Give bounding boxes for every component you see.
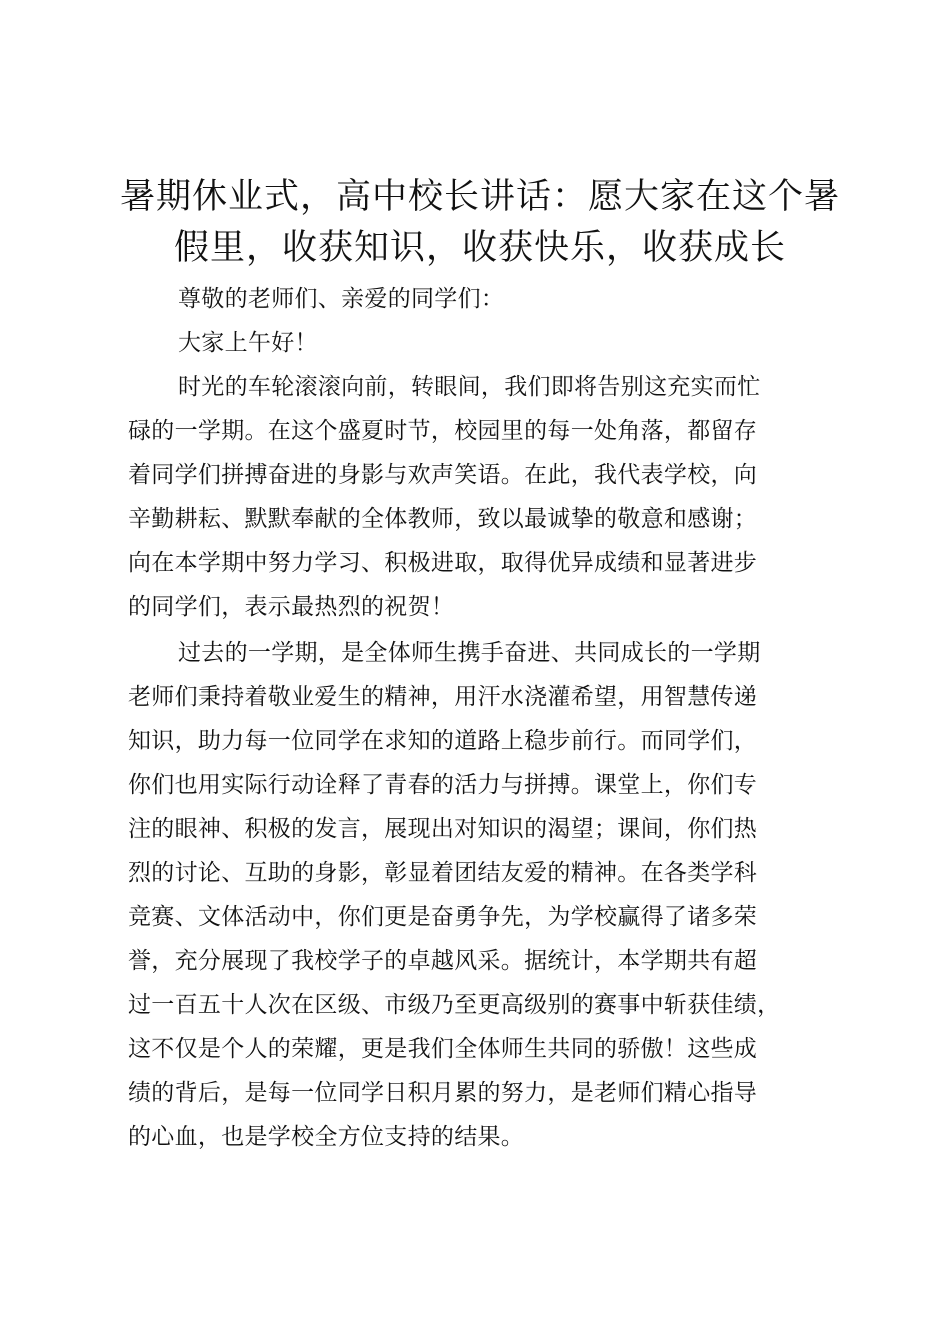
paragraph-line: 着同学们拼搏奋进的身影与欢声笑语。在此，我代表学校，向 — [128, 462, 758, 488]
paragraph-line: 过去的一学期，是全体师生携手奋进、共同成长的一学期 — [178, 640, 761, 666]
paragraph-line: 烈的讨论、互助的身影，彰显着团结友爱的精神。在各类学科 — [128, 860, 758, 886]
paragraph-line: 过一百五十人次在区级、市级乃至更高级别的赛事中斩获佳绩， — [128, 992, 781, 1018]
title-line-1: 暑期休业式，高中校长讲话：愿大家在这个暑 — [119, 177, 840, 217]
title-line-2: 假里，收获知识，收获快乐，收获成长 — [173, 228, 786, 268]
paragraph-line: 注的眼神、积极的发言，展现出对知识的渴望；课间，你们热 — [128, 816, 758, 842]
salutation: 尊敬的老师们、亲爱的同学们： — [178, 286, 505, 312]
paragraph-line: 这不仅是个人的荣耀，更是我们全体师生共同的骄傲！这些成 — [128, 1036, 758, 1062]
greeting: 大家上午好！ — [178, 330, 318, 356]
paragraph-line: 的心血，也是学校全方位支持的结果。 — [128, 1124, 525, 1150]
paragraph-line: 绩的背后，是每一位同学日积月累的努力，是老师们精心指导 — [128, 1080, 758, 1106]
paragraph-line: 辛勤耕耘、默默奉献的全体教师，致以最诚挚的敬意和感谢； — [128, 506, 758, 532]
paragraph-line: 竞赛、文体活动中，你们更是奋勇争先，为学校赢得了诸多荣 — [128, 904, 758, 930]
paragraph-line: 时光的车轮滚滚向前，转眼间，我们即将告别这充实而忙 — [178, 374, 761, 400]
paragraph-line: 誉，充分展现了我校学子的卓越风采。据统计，本学期共有超 — [128, 948, 758, 974]
document-title — [110, 172, 850, 274]
paragraph-line: 你们也用实际行动诠释了青春的活力与拼搏。课堂上，你们专 — [128, 772, 758, 798]
paragraph-line: 向在本学期中努力学习、积极进取，取得优异成绩和显著进步 — [128, 550, 758, 576]
paragraph-line: 的同学们，表示最热烈的祝贺！ — [128, 594, 455, 620]
paragraph-line: 老师们秉持着敬业爱生的精神，用汗水浇灌希望，用智慧传递 — [128, 684, 758, 710]
paragraph-line: 知识，助力每一位同学在求知的道路上稳步前行。而同学们， — [128, 728, 758, 754]
paragraph-line: 碌的一学期。在这个盛夏时节，校园里的每一处角落，都留存 — [128, 418, 758, 444]
